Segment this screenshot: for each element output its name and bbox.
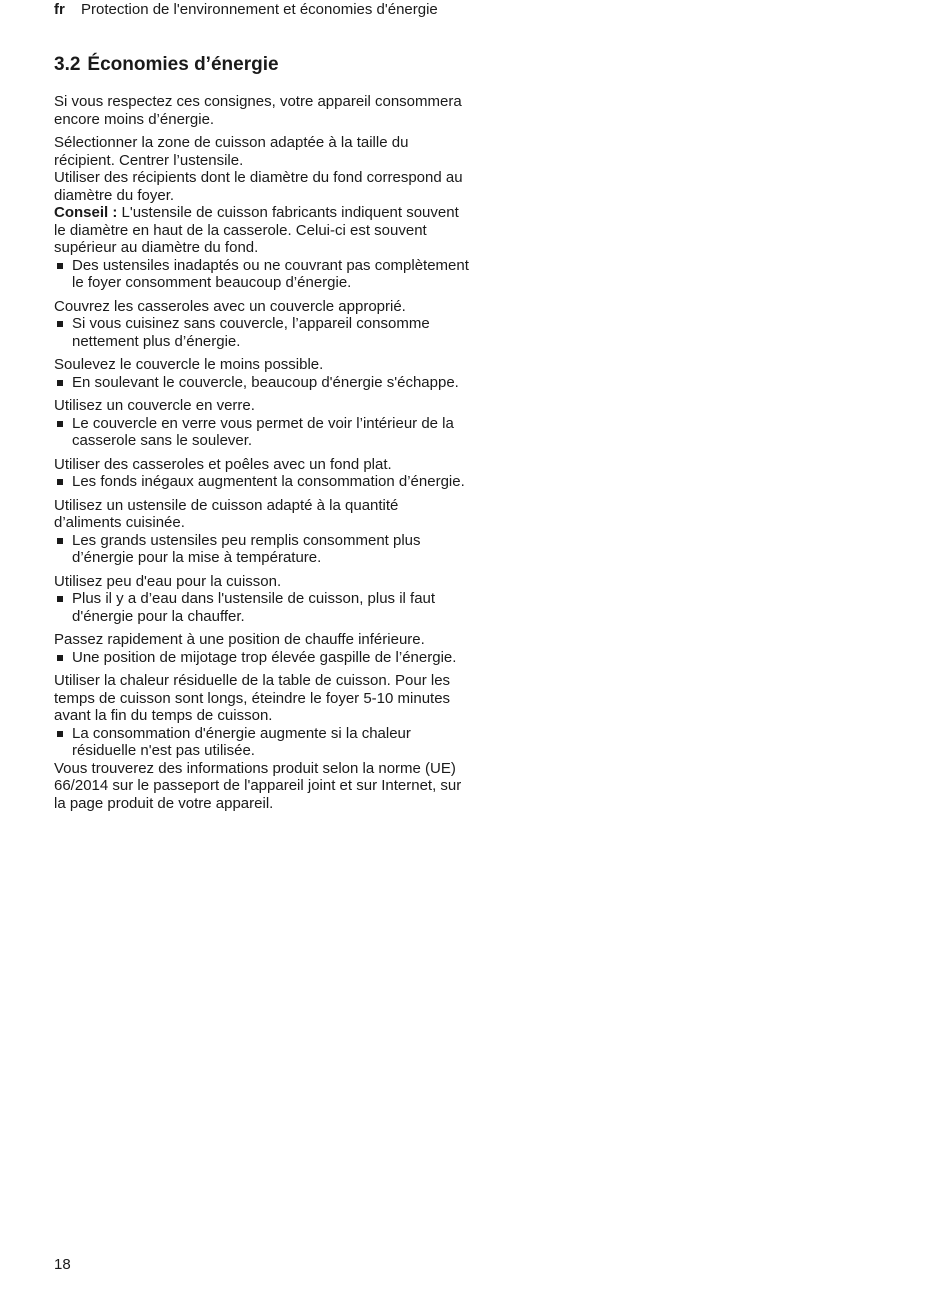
section-number: 3.2 (54, 54, 81, 75)
square-bullet-icon (57, 321, 63, 327)
intro-paragraph: Si vous respectez ces consignes, votre appareil consommera encore moins d’énergie. (54, 93, 462, 128)
square-bullet-icon (57, 421, 63, 427)
tip-paragraph: Utilisez un ustensile de cuisson adapté à la quantité d’aliments cuisinée. (54, 496, 399, 531)
conseil-label: Conseil : (54, 204, 118, 221)
list-item (54, 257, 469, 292)
tip-paragraph: Utiliser des casseroles et poêles avec un fond plat. (54, 455, 392, 473)
bullet-list (54, 725, 469, 760)
list-item-text: En soulevant le couvercle, beaucoup d'énergie s'échappe. (72, 373, 459, 391)
list-item-text: Une position de mijotage trop élevée gaspille de l’énergie. (72, 648, 457, 666)
running-header (54, 1, 438, 19)
bullet-list (54, 257, 469, 292)
main-content (54, 53, 469, 812)
square-bullet-icon (57, 655, 63, 661)
language-code: fr (54, 1, 65, 18)
bullet-list (54, 374, 469, 392)
square-bullet-icon (57, 380, 63, 386)
list-item (54, 374, 469, 392)
list-item (54, 649, 469, 667)
list-item (54, 590, 469, 625)
bullet-list (54, 415, 469, 450)
square-bullet-icon (57, 731, 63, 737)
paragraph-zone: Sélectionner la zone de cuisson adaptée à la taille du récipient. Centrer l’ustensile. (54, 134, 409, 169)
list-item (54, 532, 469, 567)
square-bullet-icon (57, 263, 63, 269)
bullet-list (54, 590, 469, 625)
header-section-title: Protection de l'environnement et économies d'énergie (81, 1, 438, 18)
bullet-list (54, 532, 469, 567)
bullet-list (54, 473, 469, 491)
bullet-list (54, 315, 469, 350)
bullet-list (54, 649, 469, 667)
list-item (54, 415, 469, 450)
list-item-text: Le couvercle en verre vous permet de voir l’intérieur de la casserole sans le soulever. (72, 414, 454, 449)
square-bullet-icon (57, 479, 63, 485)
tip-paragraph: Utilisez peu d'eau pour la cuisson. (54, 572, 282, 590)
closing-paragraph: Vous trouverez des informations produit selon la norme (UE) 66/2014 sur le passeport de l'appareil joint et sur Internet, sur la page produit de votre appareil. (54, 759, 462, 812)
tip-paragraph: Passez rapidement à une position de chauffe inférieure. (54, 631, 425, 648)
list-item-text: Les fonds inégaux augmentent la consommation d’énergie. (72, 473, 465, 490)
tip-paragraph: Soulevez le couvercle le moins possible. (54, 356, 324, 373)
tip-paragraph: Couvrez les casseroles avec un couvercle approprié. (54, 297, 406, 315)
square-bullet-icon (57, 596, 63, 602)
list-item (54, 315, 469, 350)
list-item (54, 725, 469, 760)
conseil-paragraph (54, 204, 469, 257)
list-item-text: Plus il y a d’eau dans l'ustensile de cuisson, plus il faut d'énergie pour la chauffer. (72, 590, 436, 625)
conseil-text: L'ustensile de cuisson fabricants indiquent souvent le diamètre en haut de la casserole. Celui-ci est souvent supérieur au diamètre du fond. (54, 204, 459, 256)
page-number: 18 (54, 1256, 71, 1273)
list-item-text: Des ustensiles inadaptés ou ne couvrant pas complètement le foyer consomment beaucoup d’énergie. (72, 256, 469, 291)
square-bullet-icon (57, 538, 63, 544)
list-item-text: Si vous cuisinez sans couvercle, l’appareil consomme nettement plus d’énergie. (72, 315, 430, 350)
list-item (54, 473, 469, 491)
tip-paragraph: Utiliser la chaleur résiduelle de la table de cuisson. Pour les temps de cuisson sont longs, éteindre le foyer 5-10 minutes avant la fin du temps de cuisson. (54, 672, 451, 724)
section-title: Économies d’énergie (87, 54, 279, 75)
list-item-text: Les grands ustensiles peu remplis consomment plus d’énergie pour la mise à température. (72, 531, 421, 566)
section-heading (54, 53, 469, 77)
paragraph-recipients: Utiliser des récipients dont le diamètre du fond correspond au diamètre du foyer. (54, 169, 463, 204)
tip-paragraph: Utilisez un couvercle en verre. (54, 397, 255, 414)
list-item-text: La consommation d'énergie augmente si la chaleur résiduelle n'est pas utilisée. (72, 724, 411, 759)
